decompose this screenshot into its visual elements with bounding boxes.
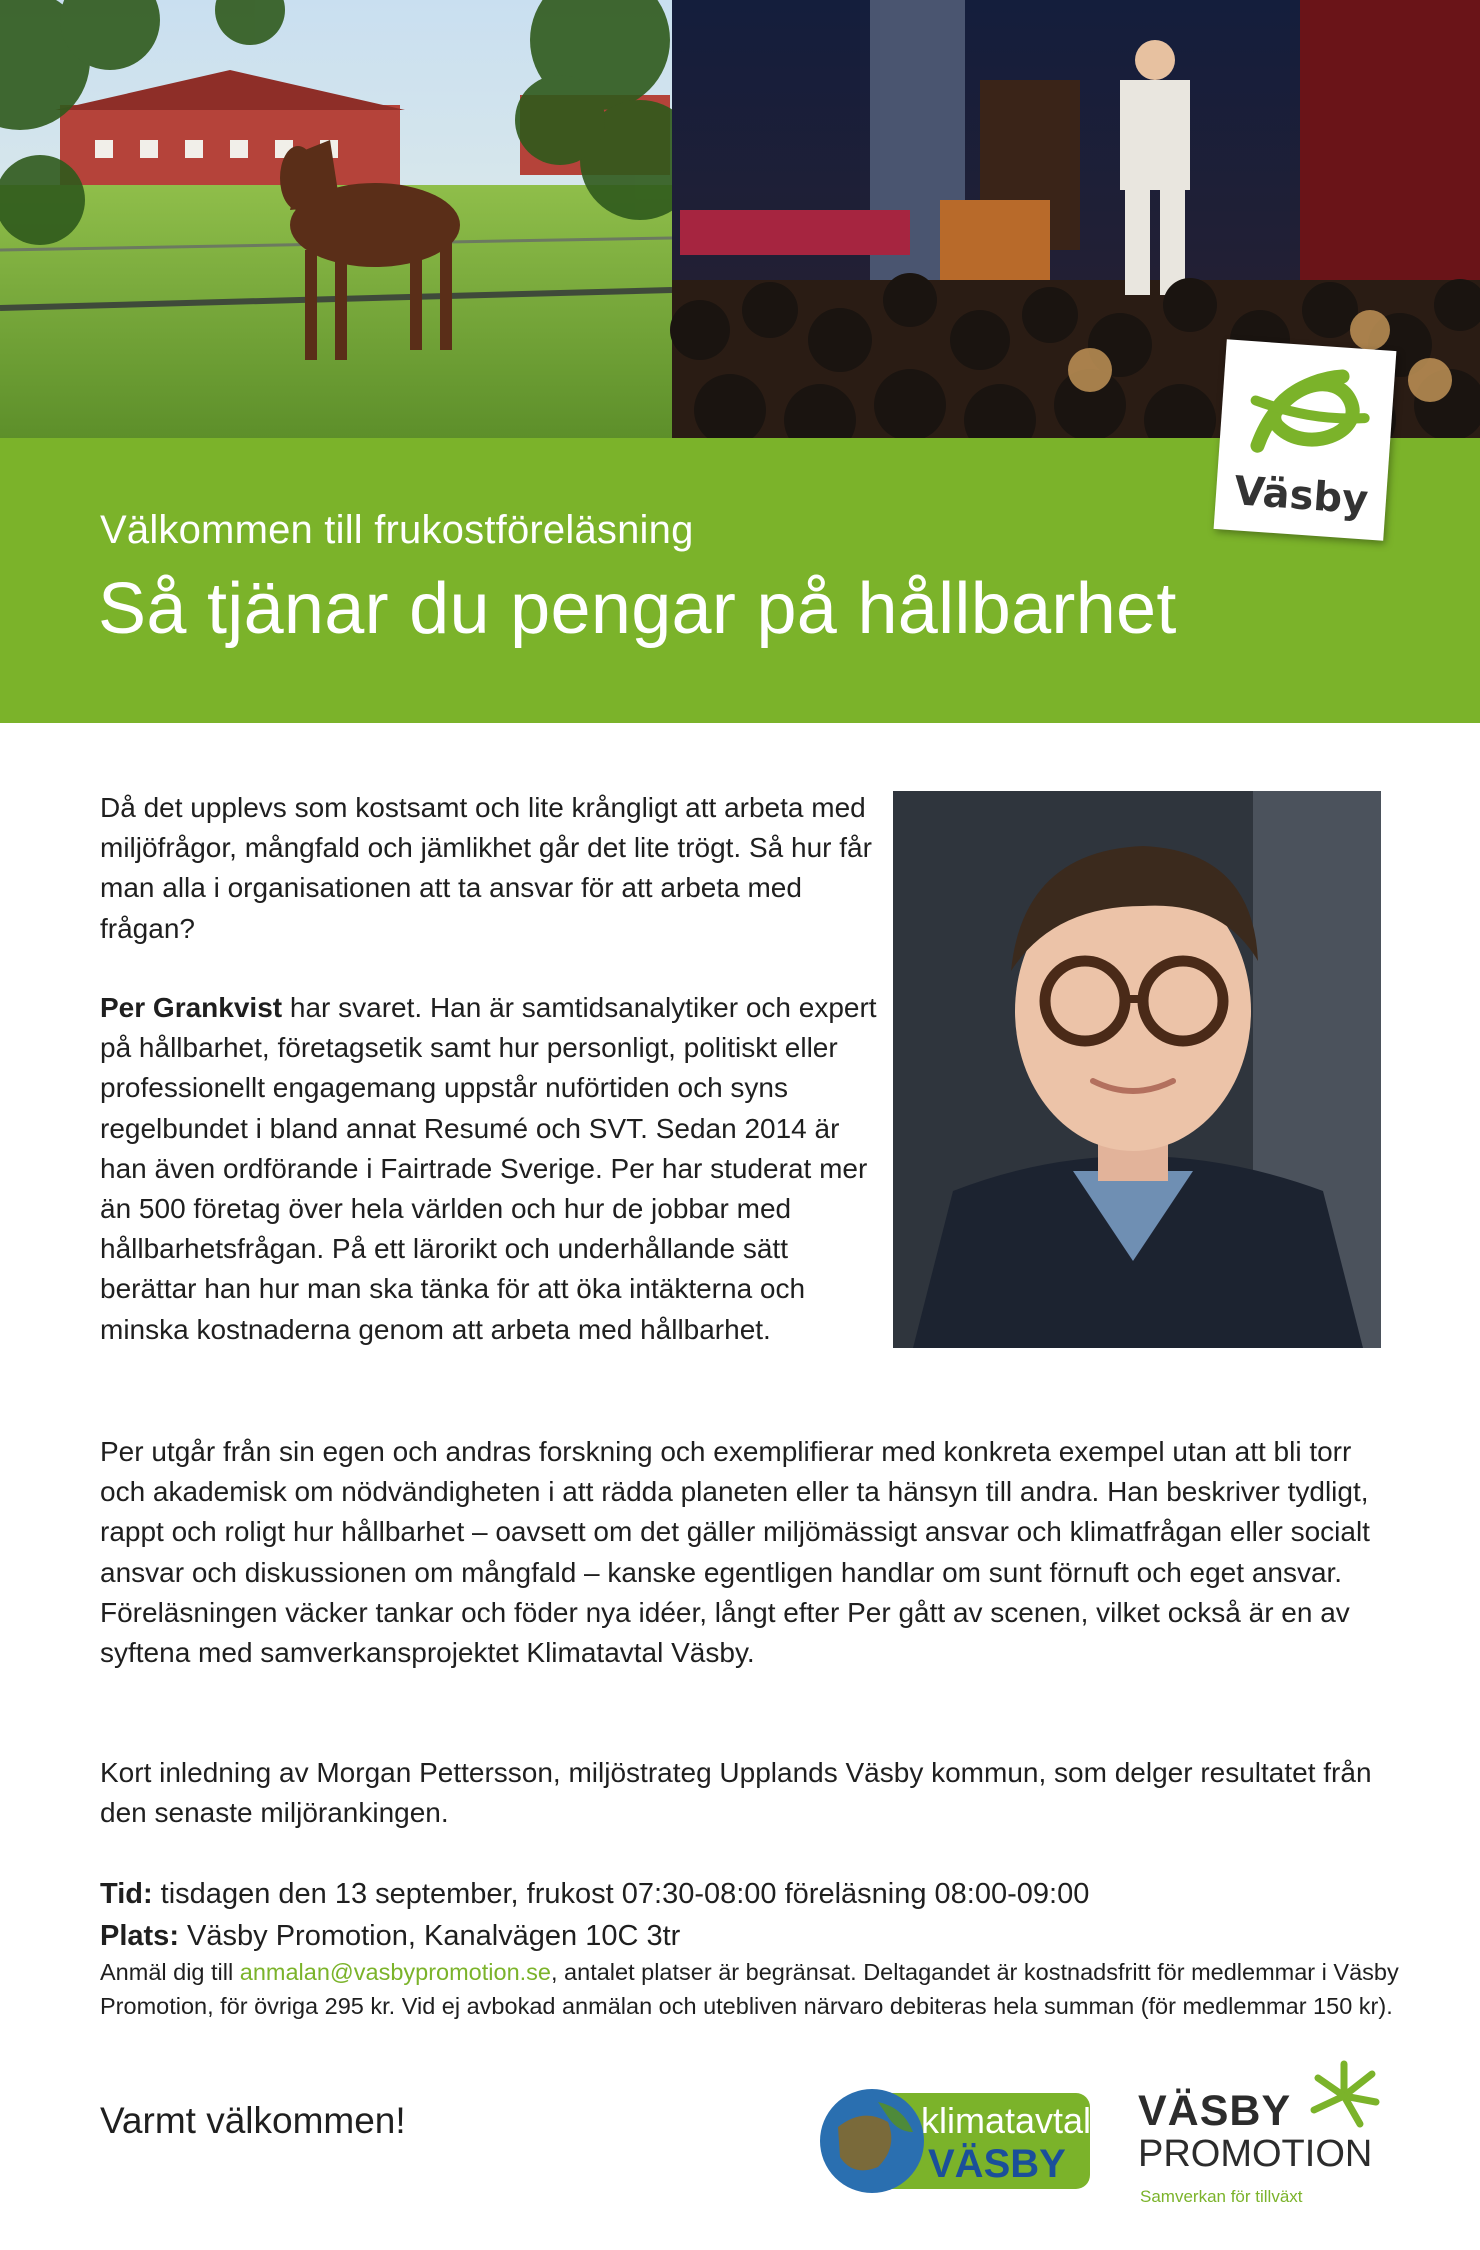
horse-pasture-photo [0, 0, 700, 438]
signup-terms: , antalet platser är begränsat. Deltagandet är kostnadsfritt för medlemmar i Väsby Promotion, för övriga 295 kr. Vid ej avbokad anmälan och utebliven närvaro debiteras hela summan (för medlemmar 150 kr). [100, 1959, 1399, 2019]
event-place-label: Plats: [100, 1920, 179, 1952]
klimat-logo-line2: VÄSBY [928, 2142, 1066, 2186]
klimat-logo-line1: klimatavtal [921, 2100, 1092, 2141]
speaker-paragraph [100, 988, 890, 1350]
description-paragraph: Per utgår från sin egen och andras forskning och exemplifierar med konkreta exempel utan att bli torr och akademisk om nödvändigheten i att rädda planeten eller ta hänsyn till andra. Han beskriver tydligt, rappt och roligt hur hållbarhet – oavsett om det gäller miljömässigt ansvar och klimatfrågan eller socialt ansvar och diskussionen om mångfald – kanske egentligen handlar om sunt förnuft och eget ansvar. Föreläsningen väcker tankar och föder nya idéer, långt efter Per gått av scenen, vilket också är en av syftena med samverkansprojektet Klimatavtal Väsby. [100, 1436, 1370, 1669]
vasby-promotion-logo [1138, 2060, 1383, 2210]
speaker-bio: har svaret. Han är samtidsanalytiker och expert på hållbarhet, företagsetik samt hur personligt, politiskt eller professionellt engagemang uppstår nuförtiden och syns regelbundet i bland annat Resumé och SVT. Sedan 2014 är han även ordförande i Fairtrade Sverige. Per har studerat mer än 500 företag över hela världen och hur de jobbar med hållbarhetsfrågan. På ett lärorikt och underhållande sätt berättar han hur man ska tänka för att öka intäkterna och minska kostnaderna genom att arbeta med hållbarhet. [100, 992, 877, 1345]
promo-logo-line1: VÄSBY [1138, 2087, 1292, 2135]
signup-email-link[interactable]: anmalan@vasbypromotion.se [239, 1959, 551, 1985]
signup-intro: Anmäl dig till [100, 1959, 240, 1985]
welcome-text: Varmt välkommen! [100, 2100, 406, 2141]
promotion-star-icon [1308, 2060, 1380, 2130]
promo-tagline: Samverkan för tillväxt [1140, 2187, 1303, 2206]
intro-paragraph: Då det upplevs som kostsamt och lite krångligt att arbeta med miljöfrågor, mångfald och jämlikhet går det lite trögt. Så hur får man alla i organisationen att ta ansvar för att arbeta med frågan? [100, 792, 872, 944]
event-details [100, 1873, 1400, 1957]
event-place [100, 1915, 1400, 1957]
event-time-value: tisdagen den 13 september, frukost 07:30-08:00 föreläsning 08:00-09:00 [152, 1878, 1090, 1910]
klimatavtal-vasby-logo [818, 2087, 1094, 2197]
event-time [100, 1873, 1400, 1915]
page-title: Så tjänar du pengar på hållbarhet [98, 569, 1177, 649]
intro-speaker-paragraph: Kort inledning av Morgan Pettersson, miljöstrateg Upplands Väsby kommun, som delger resultatet från den senaste miljörankingen. [100, 1757, 1372, 1829]
signup-info [100, 1955, 1400, 2023]
speaker-portrait [893, 791, 1381, 1348]
vasby-logo-icon [1236, 355, 1377, 474]
promo-logo-line2: PROMOTION [1138, 2133, 1373, 2175]
vasby-logo-text: Väsby [1232, 468, 1370, 524]
event-kicker: Välkommen till frukostföreläsning [100, 508, 694, 552]
vasby-logo-badge [1214, 339, 1397, 540]
speaker-name: Per Grankvist [100, 992, 283, 1023]
event-time-label: Tid: [100, 1878, 153, 1910]
event-place-value: Väsby Promotion, Kanalvägen 10C 3tr [178, 1920, 681, 1952]
